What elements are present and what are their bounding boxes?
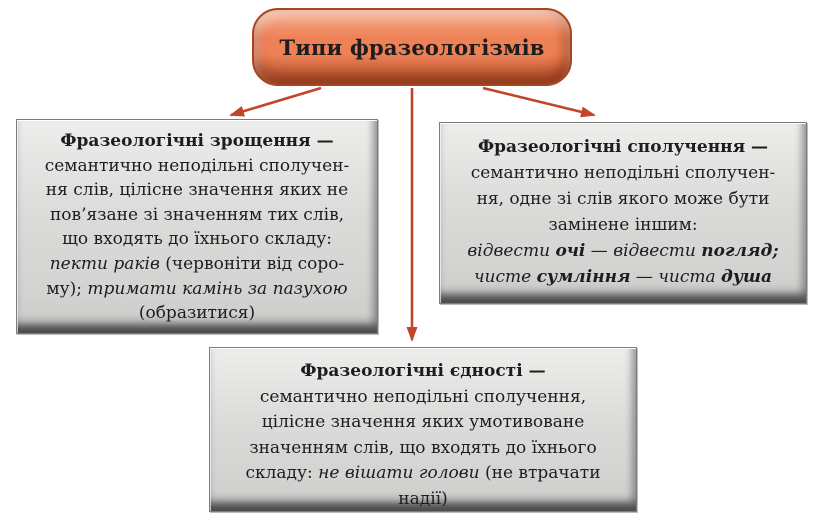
text-segment: сумління	[536, 267, 631, 287]
node-fusion	[16, 119, 378, 334]
text-line	[440, 160, 806, 186]
text-line	[440, 264, 806, 290]
node-unity	[209, 347, 637, 512]
arrow-to-fusion	[231, 88, 321, 115]
text-segment: Фразеологічні зрощення —	[60, 131, 334, 151]
root-node	[252, 8, 572, 86]
text-segment: семантично неподільні сполучен-	[470, 163, 776, 183]
text-segment: пекти раків	[49, 253, 160, 274]
text-line	[17, 203, 377, 228]
text-segment: відвести	[467, 241, 556, 261]
text-segment: — відвести	[585, 241, 702, 261]
text-line	[17, 227, 377, 252]
text-segment: погляд;	[701, 241, 779, 261]
text-line	[440, 238, 806, 264]
text-line	[210, 385, 636, 411]
text-segment: замінене іншим:	[548, 215, 698, 235]
text-line	[17, 178, 377, 203]
text-segment: значенням слів, що входять до їхнього	[249, 437, 597, 458]
text-segment: ня слів, цілісне значення яких не	[45, 180, 349, 201]
text-line	[17, 154, 377, 179]
text-segment: — чиста	[630, 267, 722, 287]
text-line	[17, 301, 377, 326]
text-segment: му);	[46, 278, 88, 299]
text-segment: семантично неподільні сполучен-	[44, 155, 350, 176]
text-segment: надії)	[398, 488, 448, 509]
text-segment: (червоніти від соро-	[159, 253, 345, 274]
text-line	[210, 487, 636, 513]
text-segment: Фразеологічні сполучення —	[477, 137, 769, 157]
arrow-to-combination	[483, 88, 594, 115]
node-combination	[439, 122, 807, 304]
text-segment: семантично неподільні сполучення,	[259, 386, 587, 407]
text-segment: чисте	[473, 267, 537, 287]
text-segment: душа	[721, 267, 773, 287]
text-line	[440, 212, 806, 238]
text-line	[210, 359, 636, 385]
text-segment: що входять до їхнього складу:	[62, 229, 332, 250]
text-line	[440, 186, 806, 212]
text-line	[17, 277, 377, 302]
text-segment: не вішати голови	[318, 463, 480, 483]
text-segment: пов’язане зі значенням тих слів,	[49, 204, 345, 225]
root-node-title: Типи фразеологізмів	[279, 34, 545, 60]
text-segment: складу:	[245, 463, 319, 483]
text-segment: (не втрачати	[479, 463, 601, 483]
text-line	[210, 436, 636, 462]
text-line	[210, 410, 636, 436]
text-segment: цілісне значення яких умотивоване	[261, 412, 585, 432]
text-segment: очі	[555, 241, 586, 261]
text-line	[440, 134, 806, 160]
text-line	[210, 461, 636, 487]
text-segment: ня, одне зі слів якого може бути	[476, 189, 770, 209]
text-line	[17, 129, 377, 154]
text-line	[17, 252, 377, 277]
text-segment: Фразеологічні єдності —	[300, 361, 546, 381]
text-segment: тримати камінь за пазухою	[87, 278, 348, 299]
text-segment: (образитися)	[138, 303, 256, 324]
